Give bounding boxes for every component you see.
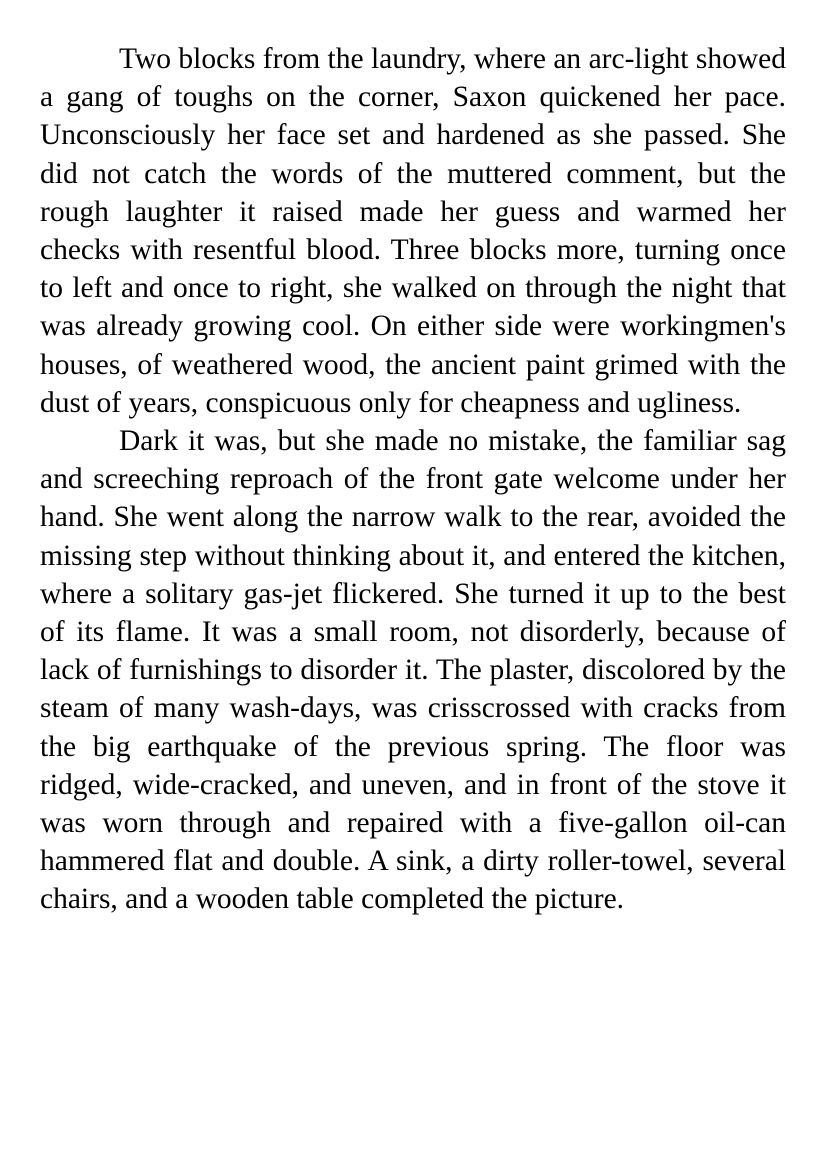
paragraph-2: Dark it was, but she made no mistake, the familiar sag and screeching reproach of the front gate welcome under her hand. She went along the narrow walk to the rear, avoided the missing step without thinking about it, and entered the kitchen, where a solitary gas-jet flickered. She turned it up to the best of its flame. It was a small room, not disorderly, because of lack of furnishings to disorder it. The plaster, discolored by the steam of many wash-days, was crisscrossed with cracks from the big earthquake of the previous spring. The floor was ridged, wide-cracked, and uneven, and in front of the stove it was worn through and repaired with a five-gallon oil-can hammered flat and double. A sink, a dirty roller-towel, several chairs, and a wooden table completed the picture. bbox=[40, 425, 786, 916]
paragraph-1: Two blocks from the laundry, where an arc-light showed a gang of toughs on the corner, Saxon quickened her pace. Unconsciously her face set and hardened as she passed. She did not catch the words of the muttered comment, but the rough laughter it raised made her guess and warmed her checks with resentful blood. Three blocks more, turning once to left and once to right, she walked on through the night that was already growing cool. On either side were workingmen's houses, of weathered wood, the ancient paint grimed with the dust of years, conspicuous only for cheapness and ugliness. bbox=[40, 43, 786, 419]
document-page bbox=[40, 40, 786, 919]
